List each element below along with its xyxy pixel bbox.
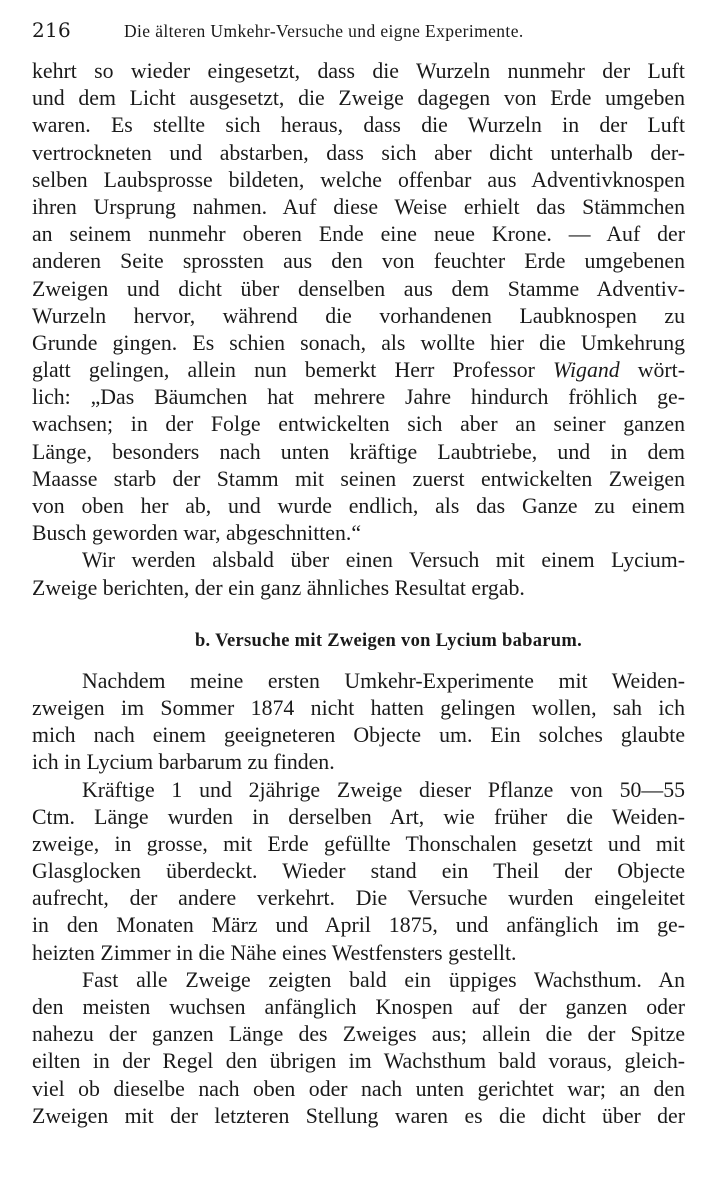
text-line: viel ob dieselbe nach oben oder nach unten gerichtet war; an den <box>32 1076 685 1101</box>
text-line: ihren Ursprung nahmen. Auf diese Weise erhielt das Stämmchen <box>32 194 685 219</box>
text-line: und dem Licht ausgesetzt, die Zweige dagegen von Erde umgeben <box>32 86 685 111</box>
paragraph-5 <box>32 967 685 1130</box>
text-line: aufrecht, der andere verkehrt. Die Versuche wurden eingeleitet <box>32 886 685 911</box>
text-line: zweige, in grosse, mit Erde gefüllte Thonschalen gesetzt und mit <box>32 831 685 856</box>
text-line: Glasglocken überdeckt. Wieder stand ein Theil der Objecte <box>32 859 685 884</box>
text-line: ich in Lycium barbarum zu finden. <box>32 750 335 775</box>
text-line: Maasse starb der Stamm mit seinen zuerst entwickelten Zweigen <box>32 466 685 491</box>
paragraph-3 <box>32 668 685 777</box>
paragraph-2 <box>32 547 685 601</box>
text-line: Zweige berichten, der ein ganz ähnliches Resultat ergab. <box>32 575 525 600</box>
text-line: eilten in der Regel den übrigen im Wachsthum bald voraus, gleich- <box>32 1049 685 1074</box>
text-segment: glatt gelingen, allein nun bemerkt Herr Professor <box>32 358 535 383</box>
text-line: Fast alle Zweige zeigten bald ein üppiges Wachsthum. An <box>82 967 685 992</box>
text-line: Ctm. Länge wurden in derselben Art, wie früher die Weiden- <box>32 804 685 829</box>
text-line: Zweigen und dicht über denselben aus dem Stamme Adventiv- <box>32 276 685 301</box>
text-line-with-name <box>32 357 685 384</box>
text-line: vertrockneten und abstarben, dass sich aber dicht unterhalb der- <box>32 140 685 165</box>
section-heading: b. Versuche mit Zweigen von Lycium babarum. <box>194 630 583 651</box>
text-line: Kräftige 1 und 2jährige Zweige dieser Pflanze von 50—55 <box>82 777 685 802</box>
paragraph-4 <box>32 777 685 967</box>
text-line: wachsen; in der Folge entwickelten sich aber an seiner ganzen <box>32 412 685 437</box>
text-line: Zweigen mit der letzteren Stellung waren es die dicht über der <box>32 1103 685 1128</box>
text-line: kehrt so wieder eingesetzt, dass die Wurzeln nunmehr der Luft <box>32 59 685 83</box>
text-line: an seinem nunmehr oberen Ende eine neue Krone. — Auf der <box>32 222 685 247</box>
text-line: in den Monaten März und April 1875, und anfänglich im ge- <box>32 913 685 938</box>
text-line: Länge, besonders nach unten kräftige Laubtriebe, und in dem <box>32 439 685 464</box>
text-line: waren. Es stellte sich heraus, dass die Wurzeln in der Luft <box>32 113 685 138</box>
text-line: heizten Zimmer in die Nähe eines Westfensters gestellt. <box>32 940 517 965</box>
spacer <box>32 602 685 622</box>
text-line: Wurzeln hervor, während die vorhandenen Laubknospen zu <box>32 303 685 328</box>
text-line: lich: „Das Bäumchen hat mehrere Jahre hindurch fröhlich ge- <box>32 385 685 410</box>
paragraph-1 <box>32 58 685 547</box>
text-line: Grunde gingen. Es schien sonach, als wollte hier die Umkehrung <box>32 330 685 355</box>
text-line: selben Laubsprosse bildeten, welche offenbar aus Adventivknospen <box>32 167 685 192</box>
text-line: den meisten wuchsen anfänglich Knospen auf der ganzen oder <box>32 995 685 1019</box>
text-line: von oben her ab, und wurde endlich, als das Ganze zu einem <box>32 494 685 518</box>
text-line: anderen Seite sprossten aus den von feuchter Erde umgebenen <box>32 249 685 274</box>
text-line: mich nach einem geeigneteren Objecte um. Ein solches glaubte <box>32 723 685 748</box>
text-line: Wir werden alsbald über einen Versuch mit einem Lycium- <box>82 548 685 573</box>
text-line: nahezu der ganzen Länge des Zweiges aus; allein die der Spitze <box>32 1022 685 1047</box>
author-name-italic: Wigand <box>553 358 620 383</box>
text-segment: wört- <box>637 358 685 383</box>
page-number: 216 <box>32 18 72 42</box>
spacer <box>32 658 685 668</box>
running-header <box>32 18 685 58</box>
running-title: Die älteren Umkehr-Versuche und eigne Experimente. <box>124 21 524 41</box>
text-line: Nachdem meine ersten Umkehr-Experimente mit Weiden- <box>82 668 685 693</box>
text-line: zweigen im Sommer 1874 nicht hatten gelingen wollen, sah ich <box>32 695 685 720</box>
text-line: Busch geworden war, abgeschnitten.“ <box>32 521 361 546</box>
